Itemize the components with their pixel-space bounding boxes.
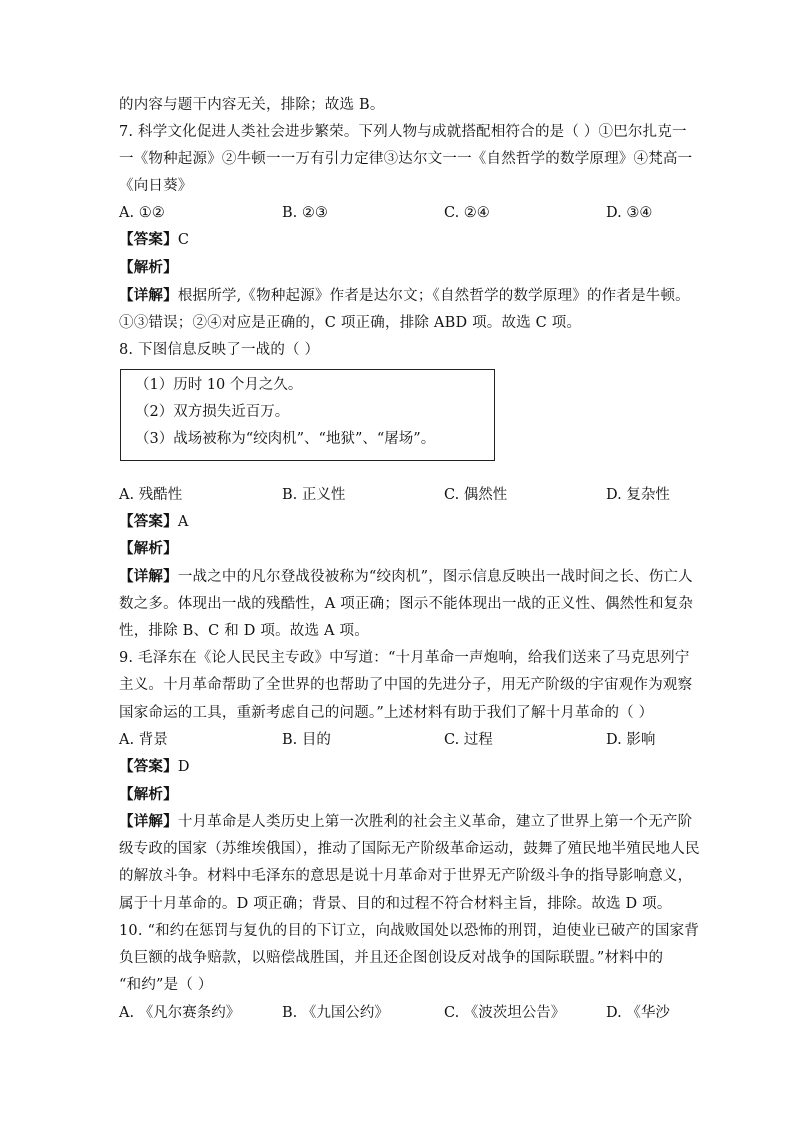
detail-text: 根据所学,《物种起源》作者是达尔文；《自然哲学的数学原理》的作者是牛顿。 bbox=[177, 288, 690, 304]
question-9-option-d: D. 影响 bbox=[606, 732, 656, 748]
question-7-option-a: A. ①② bbox=[119, 205, 165, 221]
question-9-answer bbox=[119, 757, 190, 777]
question-9-stem-line-3: 国家命运的工具，重新考虑自己的问题。”上述材料有助于我们了解十月革命的（ ） bbox=[119, 705, 654, 721]
question-8-info-box bbox=[120, 369, 495, 461]
question-7-detail-line-1 bbox=[119, 286, 690, 306]
answer-value: A bbox=[177, 514, 189, 530]
text-line: 的内容与题干内容无关，排除；故选 B。 bbox=[119, 97, 385, 113]
detail-tag: 【详解】 bbox=[119, 288, 178, 304]
answer-tag: 【答案】 bbox=[119, 232, 178, 248]
question-7-analysis-tag bbox=[119, 258, 178, 278]
question-8-answer bbox=[119, 512, 188, 532]
question-7-option-d: D. ③④ bbox=[606, 205, 653, 221]
question-9-stem-line-1: 9. 毛泽东在《论人民民主专政》中写道：“十月革命一声炮响，给我们送来了马克思列宁 bbox=[119, 650, 690, 666]
info-box-line-2: （2）双方损失近百万。 bbox=[135, 404, 290, 420]
detail-tag: 【详解】 bbox=[119, 814, 178, 830]
answer-value: C bbox=[177, 232, 190, 248]
question-9-option-b: B. 目的 bbox=[282, 732, 331, 748]
answer-tag: 【答案】 bbox=[119, 759, 178, 775]
answer-value: D bbox=[177, 759, 190, 775]
question-8-option-b: B. 正义性 bbox=[282, 487, 346, 503]
info-box-line-3: （3）战场被称为“绞肉机”、“地狱”、“屠场”。 bbox=[135, 431, 436, 447]
question-10-option-c: C. 《波茨坦公告》 bbox=[444, 1005, 566, 1021]
question-8-analysis-tag bbox=[119, 539, 178, 559]
question-7-detail-line-2: ①③错误；②④对应是正确的，C 项正确，排除 ABD 项。故选 C 项。 bbox=[119, 315, 582, 331]
question-9-option-c: C. 过程 bbox=[444, 732, 493, 748]
question-8-detail-line-3: 性，排除 B、C 和 D 项。故选 A 项。 bbox=[119, 623, 369, 639]
analysis-tag: 【解析】 bbox=[119, 260, 178, 276]
question-10-stem-line-2: 负巨额的战争赔款，以赔偿战胜国，并且还企图创设反对战争的国际联盟。”材料中的 bbox=[119, 950, 664, 966]
question-7-option-b: B. ②③ bbox=[282, 205, 328, 221]
question-9-detail-line-4: 属于十月革命的。D 项正确；背景、目的和过程不符合材料主旨，排除。故选 D 项。 bbox=[119, 896, 672, 912]
question-8-detail-line-2: 数之多。体现出一战的残酷性，A 项正确；图示不能体现出一战的正义性、偶然性和复杂 bbox=[119, 596, 694, 612]
question-7-option-c: C. ②④ bbox=[444, 205, 490, 221]
question-9-detail-line-1 bbox=[119, 812, 692, 832]
question-10-option-a: A. 《凡尔赛条约》 bbox=[119, 1005, 241, 1021]
question-10-stem-line-1: 10. “和约在惩罚与复仇的目的下订立，向战败国处以恐怖的刑罚，迫使业已破产的国家背 bbox=[119, 923, 699, 939]
detail-text: 十月革命是人类历史上第一次胜利的社会主义革命，建立了世界上第一个无产阶 bbox=[177, 814, 693, 830]
info-box-line-1: （1）历时 10 个月之久。 bbox=[135, 377, 303, 393]
question-7-answer bbox=[119, 230, 189, 250]
question-8-detail-line-1 bbox=[119, 567, 693, 587]
analysis-tag: 【解析】 bbox=[119, 787, 178, 803]
question-7-stem-line-2: 一《物种起源》②牛顿一一万有引力定律③达尔文一一《自然哲学的数学原理》④梵高一 bbox=[119, 151, 693, 167]
detail-tag: 【详解】 bbox=[119, 569, 178, 585]
answer-tag: 【答案】 bbox=[119, 514, 178, 530]
question-7-stem-line-1: 7. 科学文化促进人类社会进步繁荣。下列人物与成就搭配相符合的是（ ）①巴尔扎克一 bbox=[119, 124, 687, 140]
question-8-option-d: D. 复杂性 bbox=[606, 487, 670, 503]
question-10-stem-line-3: “和约”是（ ） bbox=[119, 977, 213, 993]
question-9-stem-line-2: 主义。十月革命帮助了全世界的也帮助了中国的先进分子，用无产阶级的宇宙观作为观察 bbox=[119, 677, 693, 693]
question-9-analysis-tag bbox=[119, 785, 178, 805]
question-9-detail-line-2: 级专政的国家（苏维埃俄国），推动了国际无产阶级革命运动，鼓舞了殖民地半殖民地人民 bbox=[119, 841, 700, 857]
question-8-option-a: A. 残酷性 bbox=[119, 487, 183, 503]
question-8-option-c: C. 偶然性 bbox=[444, 487, 508, 503]
question-7-stem-line-3: 《向日葵》 bbox=[119, 178, 193, 194]
question-10-option-d: D. 《华沙 bbox=[606, 1005, 670, 1021]
question-9-option-a: A. 背景 bbox=[119, 732, 168, 748]
analysis-tag: 【解析】 bbox=[119, 541, 178, 557]
detail-text: 一战之中的凡尔登战役被称为“绞肉机”，图示信息反映出一战时间之长、伤亡人 bbox=[177, 569, 693, 585]
question-8-stem: 8. 下图信息反映了一战的（ ） bbox=[119, 342, 320, 358]
question-10-option-b: B. 《九国公约》 bbox=[282, 1005, 389, 1021]
question-9-detail-line-3: 的解放斗争。材料中毛泽东的意思是说十月革命对于世界无产阶级斗争的指导影响意义， bbox=[119, 868, 693, 884]
